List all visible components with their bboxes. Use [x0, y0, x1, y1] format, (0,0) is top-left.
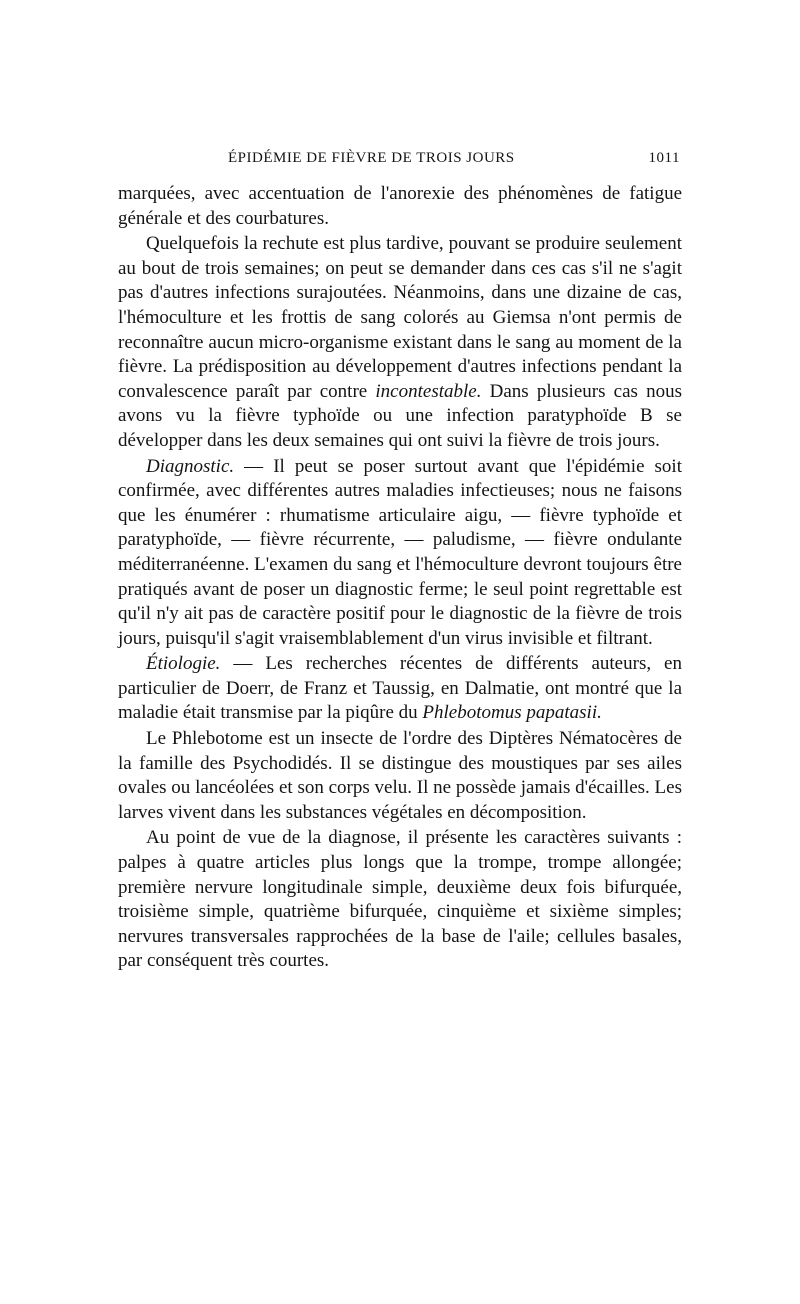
paragraph-text: Quelquefois la rechute est plus tardive, pouvant se produire seulement au bout de trois semaines; on peut se demander dans ces cas s'il ne s'agit pas d'autres infections surajoutées. Néanmoins, dans une dizaine de cas, l'hémoculture et les frottis de sang colorés au Giemsa n'ont permis de reconnaître aucun micro-organisme existant dans le sang au moment de la fièvre. La prédisposition au développement d'autres infections pendant la convalescence paraît par contre: [118, 233, 682, 402]
paragraph-text: — Il peut se poser surtout avant que l'épidémie soit confirmée, avec différentes autres maladies infectieuses; nous ne faisons que les énumérer : rhumatisme articulaire aigu, — fièvre typhoïde et paratyphoïde, — fièvre récurrente, — paludisme, — fièvre ondulante méditerranéenne. L'examen du sang et l'hémoculture devront toujours être pratiqués avant de poser un diagnostic ferme; le seul point regrettable est qu'il n'y ait pas de caractère positif pour le diagnostic de la fièvre de trois jours, puisqu'il s'agit vraisemblablement d'un virus invisible et filtrant.: [118, 455, 682, 649]
paragraph-continued: [118, 182, 682, 231]
section-heading-etiologie: Étiologie.: [146, 653, 221, 675]
paragraph-relapse: [118, 232, 682, 453]
book-page: [118, 146, 682, 974]
paragraph-etiologie: [118, 652, 682, 726]
emphasis-incontestable: incontestable.: [375, 380, 482, 402]
paragraph-text: marquées, avec accentuation de l'anorexie des phénomènes de fatigue générale et des courbatures.: [118, 183, 682, 229]
page-number: 1011: [648, 150, 680, 166]
body-text: [118, 182, 682, 974]
species-name: Phlebotomus papatasii.: [422, 702, 602, 724]
running-head: [118, 146, 682, 174]
paragraph-text: — Les recherches récentes de différents auteurs, en particulier de Doerr, de Franz et Taussig, en Dalmatie, ont montré que la maladie était transmise par la piqûre du: [118, 653, 682, 724]
running-title: ÉPIDÉMIE DE FIÈVRE DE TROIS JOURS: [228, 150, 515, 166]
paragraph-phlebotome: [118, 727, 682, 825]
section-heading-diagnostic: Diagnostic.: [146, 455, 235, 477]
paragraph-diagnostic: [118, 455, 682, 652]
paragraph-diagnose: [118, 826, 682, 974]
paragraph-text: Le Phlebotome est un insecte de l'ordre des Diptères Nématocères de la famille des Psychodidés. Il se distingue des moustiques par ses ailes ovales ou lancéolées et son corps velu. Il ne possède jamais d'écailles. Les larves vivent dans les substances végétales en décomposition.: [118, 728, 682, 823]
paragraph-text: Dans plusieurs cas nous avons vu la fièvre typhoïde ou une infection paratyphoïde B se développer dans les deux semaines qui ont suivi la fièvre de trois jours.: [118, 380, 682, 451]
paragraph-text: Au point de vue de la diagnose, il présente les caractères suivants : palpes à quatre articles plus longs que la trompe, trompe allongée; première nervure longitudinale simple, deuxième deux fois bifurquée, troisième simple, quatrième bifurquée, cinquième et sixième simples; nervures transversales rapprochées de la base de l'aile; cellules basales, par conséquent très courtes.: [118, 827, 682, 972]
